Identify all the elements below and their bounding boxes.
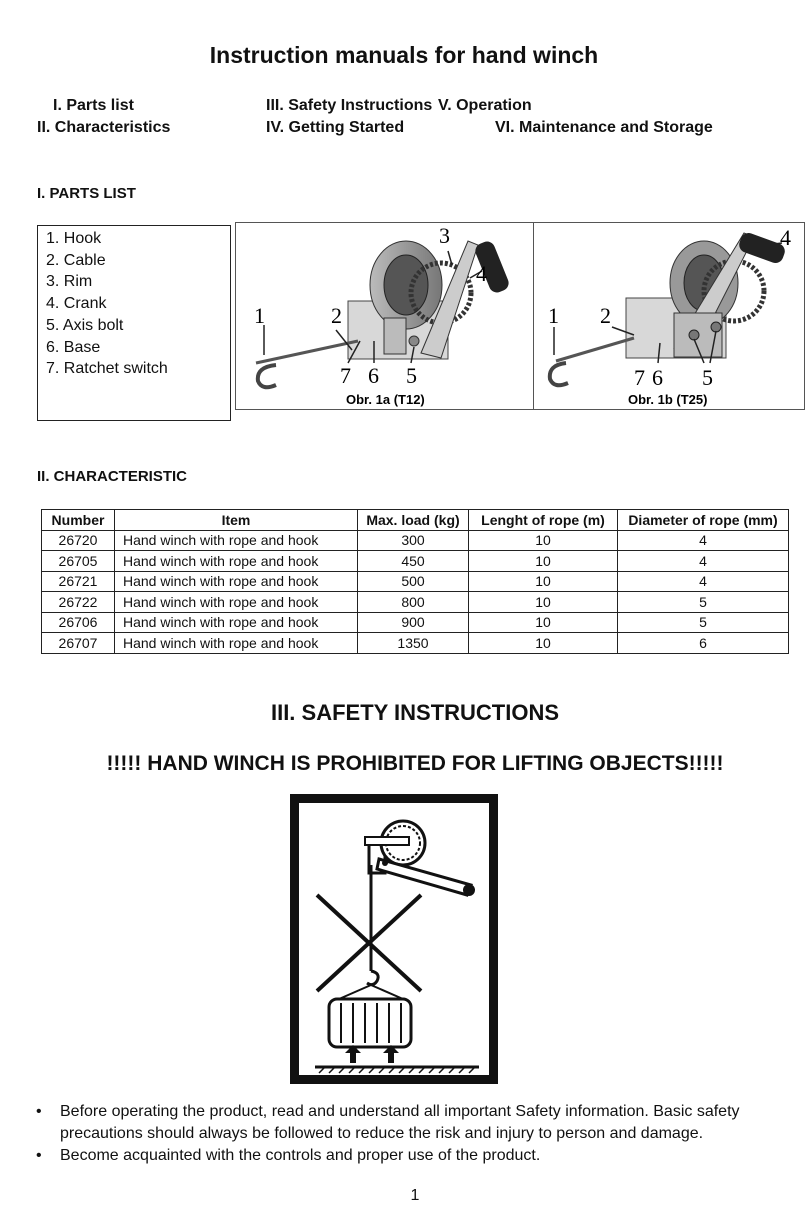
table-row	[42, 612, 789, 633]
prohibition-warning: !!!!! HAND WINCH IS PROHIBITED FOR LIFTING OBJECTS!!!!!	[106, 752, 724, 775]
callout-label: 2	[600, 303, 611, 328]
cell-max-load: 300	[358, 530, 469, 551]
part-item: 3. Rim	[46, 273, 93, 291]
col-header-number: Number	[42, 510, 115, 531]
table-row	[42, 530, 789, 551]
cell-item: Hand winch with rope and hook	[115, 530, 358, 551]
cell-item: Hand winch with rope and hook	[115, 571, 358, 592]
figure-caption: Obr. 1a (T12)	[346, 392, 425, 407]
table-row	[42, 551, 789, 572]
cell-number: 26707	[42, 633, 115, 654]
bullet-text: Before operating the product, read and understand all important Safety information. Basic safety precautions should always be followed to reduce the risk and injury to person and damage.	[60, 1103, 740, 1142]
cell-rope-diameter: 5	[618, 592, 789, 613]
bullet-icon: •	[36, 1103, 42, 1120]
no-lifting-sign	[290, 794, 498, 1084]
figure-caption: Obr. 1b (T25)	[628, 392, 708, 407]
page-number: 1	[410, 1187, 420, 1204]
table-header-row	[42, 510, 789, 531]
cell-rope-diameter: 4	[618, 551, 789, 572]
cell-rope-diameter: 6	[618, 633, 789, 654]
cell-max-load: 900	[358, 612, 469, 633]
cell-number: 26705	[42, 551, 115, 572]
safety-bullet-list	[36, 1101, 776, 1167]
cell-number: 26720	[42, 530, 115, 551]
cell-rope-length: 10	[469, 571, 618, 592]
characteristic-table	[41, 509, 789, 654]
cell-max-load: 1350	[358, 633, 469, 654]
col-header-rope-diameter: Diameter of rope (mm)	[618, 510, 789, 531]
cell-max-load: 800	[358, 592, 469, 613]
callout-label: 2	[331, 303, 342, 328]
callout-label: 7	[340, 363, 351, 388]
toc-maintenance-storage: VI. Maintenance and Storage	[495, 119, 713, 136]
list-item	[36, 1145, 776, 1167]
toc-characteristics: II. Characteristics	[37, 119, 171, 136]
cell-item: Hand winch with rope and hook	[115, 633, 358, 654]
part-item: 6. Base	[46, 338, 101, 356]
callout-label: 1	[548, 303, 559, 328]
part-item: 7. Ratchet switch	[46, 360, 168, 378]
col-header-rope-length: Lenght of rope (m)	[469, 510, 618, 531]
cell-number: 26722	[42, 592, 115, 613]
cell-rope-length: 10	[469, 633, 618, 654]
callout-label: 5	[406, 363, 417, 388]
table-row	[42, 633, 789, 654]
cell-item: Hand winch with rope and hook	[115, 592, 358, 613]
part-item: 2. Cable	[46, 251, 106, 269]
document-title: Instruction manuals for hand winch	[209, 42, 599, 68]
parts-list-heading: I. PARTS LIST	[37, 185, 136, 202]
characteristic-heading: II. CHARACTERISTIC	[37, 468, 187, 485]
cell-rope-length: 10	[469, 612, 618, 633]
cell-rope-diameter: 5	[618, 612, 789, 633]
safety-heading: III. SAFETY INSTRUCTIONS	[270, 700, 560, 725]
parts-list-box	[37, 225, 231, 421]
cell-rope-length: 10	[469, 530, 618, 551]
no-lifting-pictogram-icon	[299, 803, 489, 1075]
callout-label: 6	[652, 365, 663, 390]
winch-t12-illustration	[236, 223, 533, 409]
cell-rope-length: 10	[469, 551, 618, 572]
table-row	[42, 592, 789, 613]
cell-rope-diameter: 4	[618, 530, 789, 551]
cell-rope-diameter: 4	[618, 571, 789, 592]
bullet-icon: •	[36, 1147, 42, 1164]
list-item	[36, 1101, 776, 1145]
cell-max-load: 500	[358, 571, 469, 592]
callout-label: 3	[439, 223, 450, 248]
table-row	[42, 571, 789, 592]
cell-item: Hand winch with rope and hook	[115, 612, 358, 633]
callout-label: 1	[254, 303, 265, 328]
part-item: 1. Hook	[46, 230, 102, 247]
part-item: 4. Crank	[46, 295, 107, 313]
callout-label: 7	[634, 365, 645, 390]
cell-item: Hand winch with rope and hook	[115, 551, 358, 572]
winch-figure-1a	[235, 222, 534, 410]
col-header-max-load: Max. load (kg)	[358, 510, 469, 531]
winch-t25-illustration	[534, 223, 804, 409]
toc-parts-list: I. Parts list	[53, 97, 134, 114]
cell-number: 26721	[42, 571, 115, 592]
cell-rope-length: 10	[469, 592, 618, 613]
callout-label: 4	[780, 225, 791, 250]
cell-max-load: 450	[358, 551, 469, 572]
bullet-text: Become acquainted with the controls and proper use of the product.	[60, 1147, 541, 1164]
callout-label: 6	[368, 363, 379, 388]
cell-number: 26706	[42, 612, 115, 633]
toc-safety-instructions: III. Safety Instructions	[266, 97, 433, 114]
toc-getting-started: IV. Getting Started	[266, 119, 405, 136]
callout-label: 4	[476, 261, 487, 286]
toc-operation: V. Operation	[438, 97, 532, 114]
winch-figure-1b	[533, 222, 805, 410]
part-item: 5. Axis bolt	[46, 316, 124, 334]
callout-label: 5	[702, 365, 713, 390]
col-header-item: Item	[115, 510, 358, 531]
